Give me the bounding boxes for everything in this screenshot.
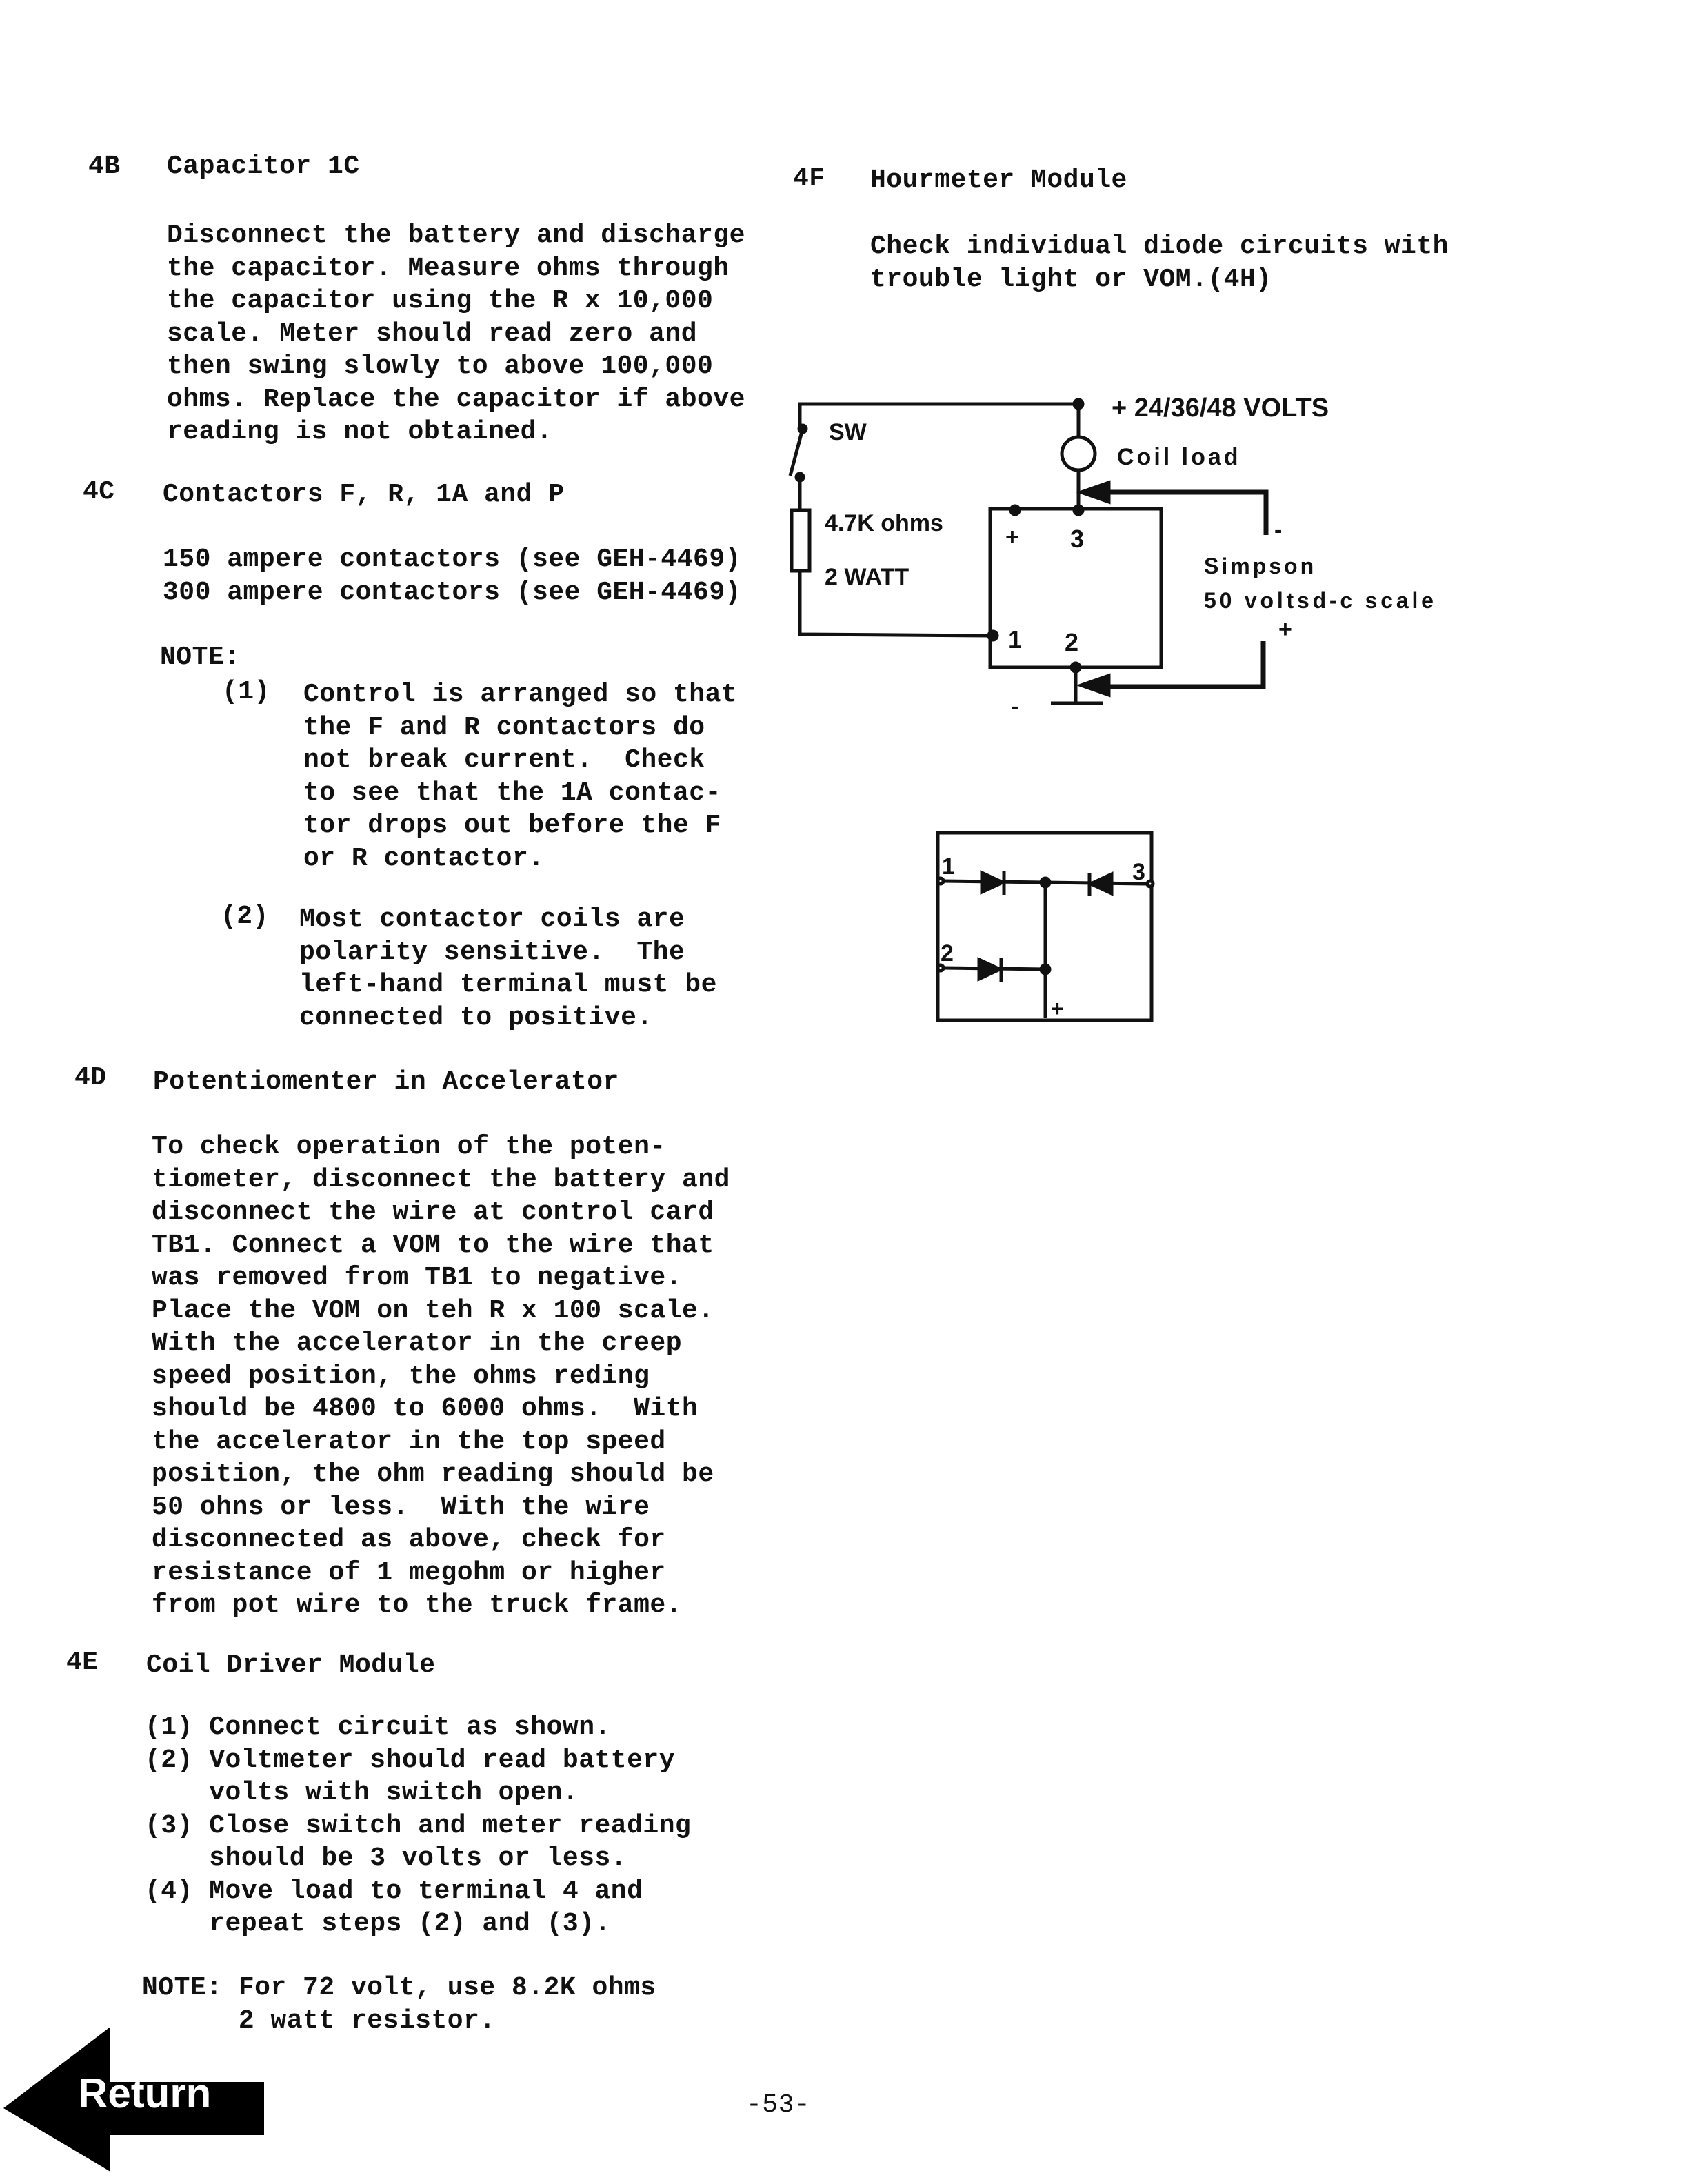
section-id-4f: 4F: [793, 164, 825, 194]
return-label: Return: [78, 2070, 212, 2116]
resistor-value-label: 4.7K ohms: [825, 510, 943, 536]
section-title-4d: Potentiomenter in Accelerator: [153, 1067, 619, 1097]
text-line: To check operation of the poten-: [152, 1132, 666, 1162]
text-line: disconnect the wire at control card: [152, 1197, 714, 1227]
ground-minus-label: -: [1011, 694, 1019, 720]
text-line: 50 ohns or less. With the wire: [152, 1492, 650, 1522]
text-line: Disconnect the battery and discharge: [167, 221, 745, 250]
text-line: left-hand terminal must be: [299, 970, 717, 1000]
terminal-3-label: 3: [1070, 525, 1085, 553]
section-title-4b: Capacitor 1C: [167, 152, 360, 181]
terminal-plus-label: +: [1005, 524, 1019, 550]
diode-plus-label: +: [1051, 996, 1064, 1021]
note-num-2: (2): [221, 902, 269, 931]
hourmeter-diode-diagram: [938, 833, 1153, 1020]
switch-label: SW: [829, 419, 867, 445]
text-line: from pot wire to the truck frame.: [152, 1590, 683, 1620]
text-line: the capacitor using the R x 10,000: [167, 286, 714, 316]
section-id-4c: 4C: [83, 477, 115, 507]
section-title-4f: Hourmeter Module: [870, 165, 1127, 195]
text-line: 150 ampere contactors (see GEH-4469): [163, 545, 741, 574]
text-line: resistance of 1 megohm or higher: [152, 1557, 666, 1588]
supply-voltage-label: + 24/36/48 VOLTS: [1112, 394, 1329, 423]
text-line: the accelerator in the top speed: [152, 1426, 666, 1457]
text-line: trouble light or VOM.(4H): [870, 264, 1272, 294]
text-line: Control is arranged so that: [303, 680, 738, 709]
text-line: should be 4800 to 6000 ohms. With: [152, 1394, 699, 1424]
terminal-1-label: 1: [1008, 625, 1023, 654]
text-line: Most contactor coils are: [299, 904, 685, 934]
section-id-4e: 4E: [66, 1648, 99, 1677]
meter-minus-label: -: [1274, 517, 1283, 543]
diode-terminal-3: 3: [1132, 859, 1145, 885]
return-button[interactable]: [3, 2027, 265, 2172]
switch-lever: [790, 429, 803, 476]
text-line: Check individual diode circuits with: [870, 232, 1449, 261]
text-line: disconnected as above, check for: [152, 1525, 666, 1555]
text-line: should be 3 volts or less.: [145, 1843, 627, 1873]
meter-name-label: Simpson: [1204, 554, 1317, 578]
note-4e-line1: NOTE: For 72 volt, use 8.2K ohms: [142, 1973, 656, 2003]
text-line: 300 ampere contactors (see GEH-4469): [163, 577, 741, 607]
page-number: -53-: [746, 2090, 811, 2120]
text-line: Place the VOM on teh R x 100 scale.: [152, 1295, 714, 1326]
text-line: speed position, the ohms reding: [152, 1361, 650, 1391]
text-line: not break current. Check: [303, 745, 705, 775]
text-line: tor drops out before the F: [303, 811, 721, 840]
note-label-4c: NOTE:: [160, 643, 241, 672]
text-line: With the accelerator in the creep: [152, 1328, 683, 1358]
text-line: was removed from TB1 to negative.: [152, 1263, 683, 1293]
resistor-rating-label: 2 WATT: [825, 564, 910, 590]
meter-plus-label: +: [1278, 616, 1292, 643]
text-line: ohms. Replace the capacitor if above: [167, 384, 745, 414]
text-line: the F and R contactors do: [303, 712, 705, 742]
text-line: (2) Voltmeter should read battery: [145, 1745, 676, 1775]
diode-terminal-1: 1: [942, 853, 955, 880]
section-title-4e: Coil Driver Module: [146, 1650, 436, 1680]
text-line: connected to positive.: [299, 1002, 653, 1033]
resistor: [792, 510, 810, 571]
text-line: (1) Connect circuit as shown.: [145, 1712, 611, 1742]
text-line: the capacitor. Measure ohms through: [167, 253, 730, 283]
text-line: (4) Move load to terminal 4 and: [145, 1876, 643, 1906]
text-line: then swing slowly to above 100,000: [167, 352, 714, 381]
terminal-2-label: 2: [1065, 628, 1079, 656]
section-id-4d: 4D: [74, 1063, 107, 1093]
text-line: (3) Close switch and meter reading: [145, 1810, 692, 1841]
coil-load: [1062, 437, 1095, 470]
text-line: polarity sensitive. The: [299, 937, 685, 967]
text-line: position, the ohm reading should be: [152, 1459, 714, 1489]
text-line: reading is not obtained.: [167, 417, 553, 447]
text-line: or R contactor.: [303, 843, 545, 873]
coil-load-label: Coil load: [1117, 444, 1241, 470]
text-line: to see that the 1A contac-: [303, 778, 721, 808]
meter-scale-label: 50 voltsd-c scale: [1204, 588, 1437, 613]
note-num-1: (1): [222, 677, 270, 707]
section-title-4c: Contactors F, R, 1A and P: [163, 480, 565, 509]
text-line: volts with switch open.: [145, 1778, 579, 1808]
note-4e-line2: 2 watt resistor.: [142, 2006, 496, 2036]
text-line: tiometer, disconnect the battery and: [152, 1164, 730, 1195]
text-line: TB1. Connect a VOM to the wire that: [152, 1230, 714, 1260]
text-line: repeat steps (2) and (3).: [145, 1909, 611, 1939]
diode-terminal-2: 2: [941, 940, 954, 967]
text-line: scale. Meter should read zero and: [167, 318, 698, 349]
section-id-4b: 4B: [88, 152, 121, 181]
